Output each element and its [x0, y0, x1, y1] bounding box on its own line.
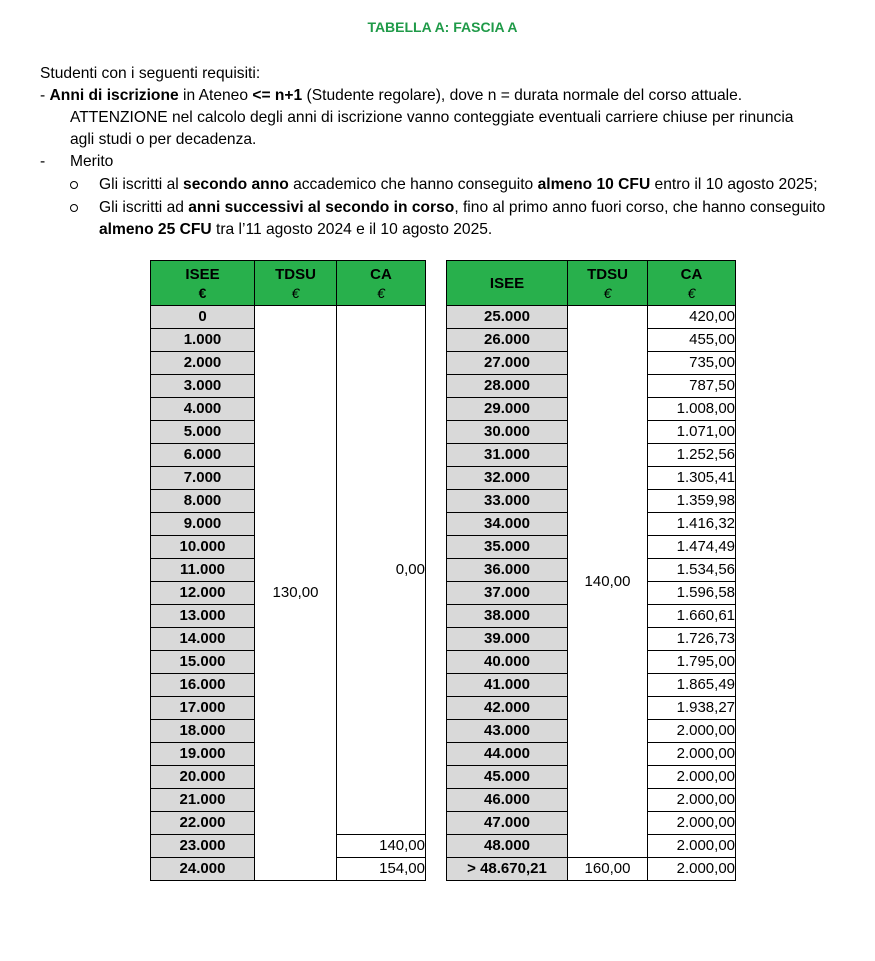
- header-ca: [648, 261, 736, 306]
- isee-cell: 4.000: [151, 398, 255, 421]
- tdsu-cell: 160,00: [568, 858, 648, 881]
- fee-table-1: [150, 260, 426, 881]
- header-ca-label: CA: [370, 265, 392, 283]
- isee-cell: 19.000: [151, 743, 255, 766]
- merit-bullet-later-years-line2: [99, 219, 492, 241]
- header-isee-label: ISEE: [185, 265, 220, 283]
- isee-cell: 42.000: [447, 697, 568, 720]
- circle-bullet-icon: [70, 204, 78, 212]
- enrollment-text-1: in Ateneo: [178, 87, 253, 104]
- isee-cell: 7.000: [151, 467, 255, 490]
- ca-cell: 735,00: [648, 352, 736, 375]
- tdsu-cell: 130,00: [255, 306, 337, 881]
- header-ca-unit: €: [687, 284, 696, 301]
- enrollment-label: Anni di iscrizione: [49, 87, 179, 104]
- isee-cell: 28.000: [447, 375, 568, 398]
- ca-cell: 787,50: [648, 375, 736, 398]
- isee-cell: 31.000: [447, 444, 568, 467]
- merit1-text-3: entro il 10 agosto 2025;: [650, 176, 818, 193]
- isee-cell: 5.000: [151, 421, 255, 444]
- ca-cell: 2.000,00: [648, 743, 736, 766]
- isee-cell: 32.000: [447, 467, 568, 490]
- isee-cell: 34.000: [447, 513, 568, 536]
- merit1-text-2: accademico che hanno conseguito: [288, 176, 538, 193]
- ca-cell: 455,00: [648, 329, 736, 352]
- header-isee: [151, 261, 255, 306]
- ca-cell: 154,00: [337, 858, 426, 881]
- header-tdsu: [255, 261, 337, 306]
- isee-cell: 39.000: [447, 628, 568, 651]
- isee-cell: 13.000: [151, 605, 255, 628]
- requirement-enrollment: [40, 85, 742, 107]
- isee-cell: 2.000: [151, 352, 255, 375]
- isee-cell: 20.000: [151, 766, 255, 789]
- isee-cell: 23.000: [151, 835, 255, 858]
- ca-cell: 2.000,00: [648, 766, 736, 789]
- merit2-text-3: tra l’11 agosto 2024 e il 10 agosto 2025.: [211, 221, 493, 238]
- enrollment-note-line2: agli studi o per decadenza.: [70, 131, 257, 148]
- header-ca-unit: €: [377, 284, 385, 301]
- intro-text: Studenti con i seguenti requisiti:: [40, 65, 261, 82]
- ca-cell: 1.795,00: [648, 651, 736, 674]
- circle-bullet-icon: [70, 181, 78, 189]
- isee-cell: 8.000: [151, 490, 255, 513]
- ca-cell: 1.726,73: [648, 628, 736, 651]
- table-row: [447, 306, 736, 329]
- tdsu-cell: 140,00: [568, 306, 648, 858]
- header-isee-label: ISEE: [489, 274, 525, 292]
- header-tdsu-unit: €: [291, 284, 300, 301]
- isee-cell: 16.000: [151, 674, 255, 697]
- isee-cell: 14.000: [151, 628, 255, 651]
- merit2-text-1: Gli iscritti ad: [99, 199, 189, 216]
- ca-cell: 420,00: [648, 306, 736, 329]
- isee-cell: 33.000: [447, 490, 568, 513]
- isee-cell: 0: [151, 306, 255, 329]
- isee-cell: 40.000: [447, 651, 568, 674]
- isee-cell: 47.000: [447, 812, 568, 835]
- ca-cell: 2.000,00: [648, 720, 736, 743]
- requirement-merit-dash: -: [40, 153, 46, 170]
- isee-cell: 36.000: [447, 559, 568, 582]
- table-row: [447, 858, 736, 881]
- isee-cell: 18.000: [151, 720, 255, 743]
- merit1-bold-2: almeno 10 CFU: [537, 176, 651, 193]
- ca-cell: 1.416,32: [648, 513, 736, 536]
- requirement-merit-label: Merito: [70, 153, 114, 170]
- merit2-text-2: , fino al primo anno fuori corso, che hanno conseguito: [454, 199, 826, 216]
- header-tdsu-unit: €: [603, 284, 612, 301]
- isee-cell: 45.000: [447, 766, 568, 789]
- isee-cell: 17.000: [151, 697, 255, 720]
- isee-cell: 3.000: [151, 375, 255, 398]
- ca-cell: 140,00: [337, 835, 426, 858]
- ca-cell: 2.000,00: [648, 789, 736, 812]
- isee-cell: 48.000: [447, 835, 568, 858]
- ca-cell: 1.008,00: [648, 398, 736, 421]
- fee-table-2: [446, 260, 736, 881]
- isee-cell: 27.000: [447, 352, 568, 375]
- enrollment-text-2: (Studente regolare), dove n = durata normale del corso attuale.: [302, 87, 743, 104]
- merit2-bold-1: anni successivi al secondo in corso: [188, 199, 455, 216]
- ca-cell: 1.596,58: [648, 582, 736, 605]
- ca-cell: 1.534,56: [648, 559, 736, 582]
- header-isee-unit: €: [198, 284, 207, 301]
- enrollment-condition: <= n+1: [252, 87, 303, 104]
- merit2-bold-2: almeno 25 CFU: [99, 221, 212, 238]
- isee-cell: 21.000: [151, 789, 255, 812]
- ca-cell: 1.305,41: [648, 467, 736, 490]
- isee-cell: 41.000: [447, 674, 568, 697]
- isee-cell: 12.000: [151, 582, 255, 605]
- header-ca: [337, 261, 426, 306]
- header-isee: [447, 261, 568, 306]
- isee-cell: 11.000: [151, 559, 255, 582]
- ca-cell: 1.474,49: [648, 536, 736, 559]
- isee-cell: 15.000: [151, 651, 255, 674]
- merit-bullet-second-year: [99, 174, 818, 196]
- isee-cell: 38.000: [447, 605, 568, 628]
- ca-cell: 1.071,00: [648, 421, 736, 444]
- ca-cell: 2.000,00: [648, 858, 736, 881]
- isee-cell: > 48.670,21: [447, 858, 568, 881]
- page-title: TABELLA A: FASCIA A: [367, 19, 518, 35]
- header-tdsu-label: TDSU: [587, 265, 628, 283]
- ca-cell: 2.000,00: [648, 835, 736, 858]
- merit1-text-1: Gli iscritti al: [99, 176, 184, 193]
- isee-cell: 1.000: [151, 329, 255, 352]
- table-row: [151, 306, 426, 329]
- ca-cell: 1.252,56: [648, 444, 736, 467]
- isee-cell: 35.000: [447, 536, 568, 559]
- ca-cell: 1.359,98: [648, 490, 736, 513]
- isee-cell: 46.000: [447, 789, 568, 812]
- isee-cell: 6.000: [151, 444, 255, 467]
- isee-cell: 30.000: [447, 421, 568, 444]
- isee-cell: 43.000: [447, 720, 568, 743]
- isee-cell: 29.000: [447, 398, 568, 421]
- dash-bullet: -: [40, 87, 46, 104]
- isee-cell: 10.000: [151, 536, 255, 559]
- header-tdsu: [568, 261, 648, 306]
- header-ca-label: CA: [680, 265, 703, 283]
- header-tdsu-label: TDSU: [275, 265, 316, 283]
- ca-cell: 2.000,00: [648, 812, 736, 835]
- isee-cell: 26.000: [447, 329, 568, 352]
- ca-cell: 1.865,49: [648, 674, 736, 697]
- isee-cell: 37.000: [447, 582, 568, 605]
- ca-cell: 0,00: [337, 306, 426, 835]
- isee-cell: 25.000: [447, 306, 568, 329]
- ca-cell: 1.938,27: [648, 697, 736, 720]
- merit1-bold-1: secondo anno: [183, 176, 289, 193]
- enrollment-note-line1: ATTENZIONE nel calcolo degli anni di iscrizione vanno conteggiate eventuali carriere chiuse per rinuncia: [70, 109, 794, 126]
- ca-cell: 1.660,61: [648, 605, 736, 628]
- isee-cell: 44.000: [447, 743, 568, 766]
- merit-bullet-later-years: [99, 197, 825, 219]
- isee-cell: 22.000: [151, 812, 255, 835]
- isee-cell: 24.000: [151, 858, 255, 881]
- isee-cell: 9.000: [151, 513, 255, 536]
